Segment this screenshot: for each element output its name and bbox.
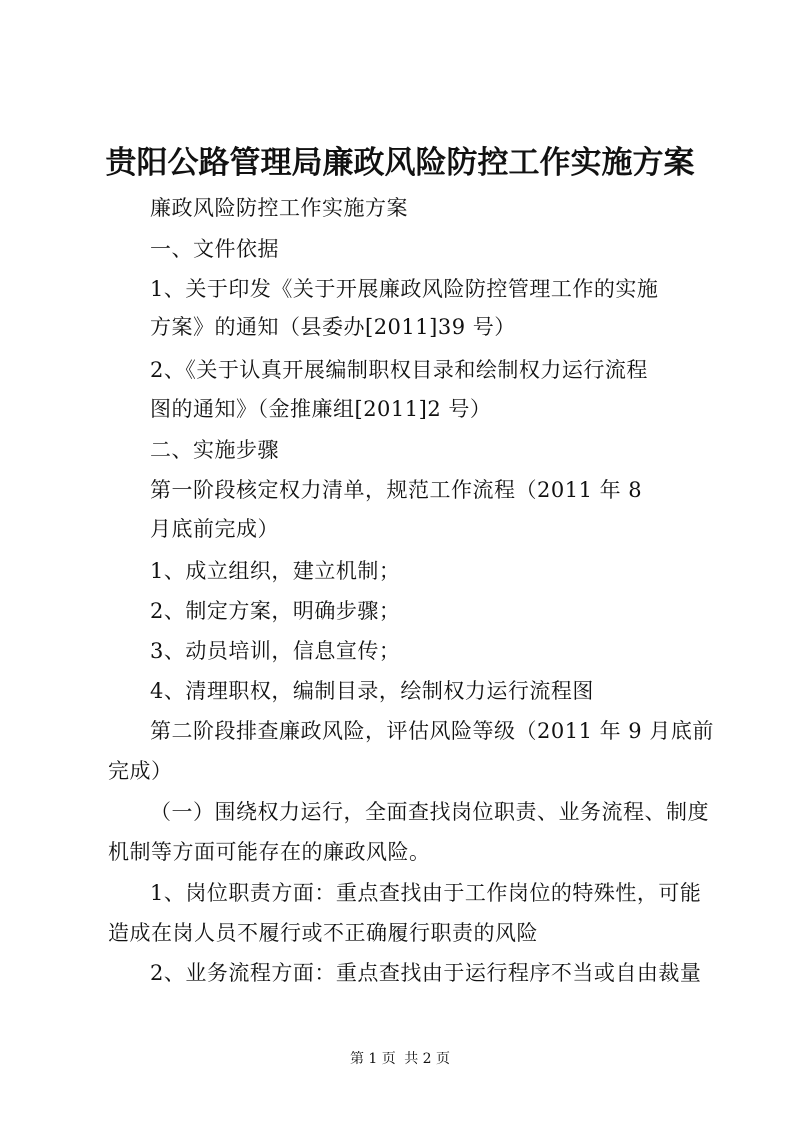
page-number: 第 1 页: [349, 1051, 396, 1067]
text-line: 3、动员培训，信息宣传；: [150, 639, 401, 663]
text-line: 2、业务流程方面：重点查找由于运行程序不当或自由裁量: [150, 961, 702, 985]
text-line: 4、清理职权，编制目录，绘制权力运行流程图: [150, 679, 594, 703]
text-line: 一、文件依据: [150, 237, 279, 261]
text-line: 月底前完成）: [150, 517, 279, 541]
text-line: 1、关于印发《关于开展廉政风险防控管理工作的实施: [150, 277, 659, 301]
text-line: 第一阶段核定权力清单，规范工作流程（2011 年 8: [150, 478, 643, 502]
text-line: 2、制定方案，明确步骤；: [150, 599, 401, 623]
page-total: 共 2 页: [404, 1051, 451, 1067]
document-title: 贵阳公路管理局廉政风险防控工作实施方案: [105, 145, 695, 181]
text-line: 机制等方面可能存在的廉政风险。: [108, 840, 431, 864]
text-line: 造成在岗人员不履行或不正确履行职责的风险: [108, 921, 538, 945]
text-line: 方案》的通知（县委办[2011]39 号）: [150, 315, 516, 339]
text-line: （一）围绕权力运行，全面查找岗位职责、业务流程、制度: [150, 800, 709, 824]
text-line: 二、实施步骤: [150, 438, 279, 462]
text-line: 廉政风险防控工作实施方案: [150, 196, 408, 220]
text-line: 第二阶段排查廉政风险，评估风险等级（2011 年 9 月底前: [150, 719, 714, 743]
text-line: 1、岗位职责方面：重点查找由于工作岗位的特殊性，可能: [150, 881, 702, 905]
text-line: 2、《关于认真开展编制职权目录和绘制权力运行流程: [150, 358, 648, 382]
page-footer: [0, 1049, 800, 1069]
text-line: 完成）: [108, 759, 173, 783]
text-line: 1、成立组织，建立机制；: [150, 559, 401, 583]
text-line: 图的通知》（金推廉组[2011]2 号）: [150, 397, 492, 421]
